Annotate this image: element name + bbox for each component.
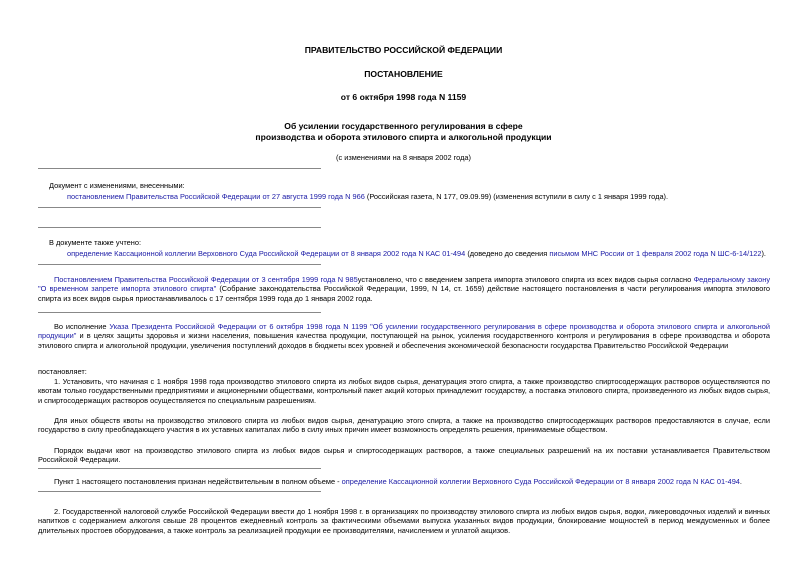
document-date: от 6 октября 1998 года N 1159 <box>340 92 467 102</box>
suspension-notice: Постановлением Правительства Российской Федерации от 3 сентября 1999 года N 985установлено, что с введением запрета импорта этилового спирта из всех видов сырья согласно Федеральному закону "О временном запрете импорта этилового спирта" (Собрание законодательства Российской Федерации, 1999, N 14, ст. 1659) действие настоящего постановления в части регулирования импорта этилового спирта из всех видов сырья приостанавливалось с 17 сентября 1999 года до 1 января 2002 года. <box>38 275 771 303</box>
court-ruling-link[interactable]: определение Кассационной коллегии Верховного Суда Российской Федерации от 8 января 2002 года N КАС 01-494 <box>67 249 466 258</box>
amendments-text: постановлением Правительства Российской Федерации от 27 августа 1999 года N 966 (Российская газета, N 177, 09.09.99) (изменения вступили в силу с 1 января 1999 года). <box>67 192 669 201</box>
divider <box>38 168 321 169</box>
divider <box>38 227 321 228</box>
item-1-paragraph-2: Для иных обществ квоты на производство этилового спирта из любых видов сырья, денатурацию этого спирта, а также на производство спиртосодержащих растворов предоставляются в случае, если государство в силу преобладающего участия в их уставных капиталах либо в силу иных причин имеет возможность определять решения, принимаемые обществом. <box>38 416 770 435</box>
invalid-note: Пункт 1 настоящего постановления признан недействительным в полном объеме - определение Кассационной коллегии Верховного Суда Российской Федерации от 8 января 2002 года N КАС 01-494. <box>54 477 742 486</box>
resolution-985-link[interactable]: Постановлением Правительства Российской Федерации от 3 сентября 1999 года N 985 <box>54 275 358 284</box>
decides-label: постановляет: <box>38 367 87 376</box>
divider <box>38 468 321 469</box>
item-1-paragraph-3: Порядок выдачи квот на производство этилового спирта из любых видов сырья и спиртосодержащих растворов, а также специальных разрешений на их поставки устанавливается Правительством Российской Федерации. <box>38 446 770 465</box>
document-title: Об усилении государственного регулирования в сфере производства и оборота этилового спирта и алкогольной продукции <box>255 121 552 142</box>
item-2: 2. Государственной налоговой службе Российской Федерации ввести до 1 ноября 1998 г. в организациях по производству этилового спирта из любых видов сырья, водки, ликероводочных изделий и винных напитков с содержанием алкоголя свыше 28 процентов ежедневный контроль за фактическими объемами выпуска указанных видов продукции, блокирование мощностей в период междусменных и более длительных простоев оборудования, а также контроль за реализацией продукции ее производителями, начислением и уплатой акцизов. <box>38 507 770 535</box>
considered-label: В документе также учтено: <box>49 238 142 247</box>
considered-text: определение Кассационной коллегии Верховного Суда Российской Федерации от 8 января 2002 года N КАС 01-494 (доведено до сведения письмом МНС России от 1 февраля 2002 года N ШС-6-14/122). <box>67 249 766 258</box>
amendment-link[interactable]: постановлением Правительства Российской Федерации от 27 августа 1999 года N 966 <box>67 192 365 201</box>
item-1: 1. Установить, что начиная с 1 ноября 1998 года производство этилового спирта из любых видов сырья, денатурация этого спирта, а также производство спиртосодержащих растворов осуществляются по квотам только государственными предприятиями и акционерными обществами, контрольный пакет акций которых принадлежит государству, а поставка этилового спирта, произведенного из любых видов сырья, и спиртосодержащих растворов осуществляется по специальным разрешениям. <box>38 377 770 405</box>
federal-law-link[interactable]: Федеральному закону "О временном запрете импорта этилового спирта" <box>38 275 771 294</box>
invalidation-ruling-link[interactable]: определение Кассационной коллегии Верховного Суда Российской Федерации от 8 января 2002 года N КАС 01-494 <box>341 477 740 486</box>
changes-note: (с изменениями на 8 января 2002 года) <box>336 153 471 162</box>
presidential-decree-link[interactable]: Указа Президента Российской Федерации от 6 октября 1998 года N 1199 "Об усилении государственного регулирования в сфере производства и оборота этилового спирта и алкогольной продукции" <box>38 322 770 341</box>
divider <box>38 491 321 492</box>
divider <box>38 312 321 313</box>
tax-letter-link[interactable]: письмом МНС России от 1 февраля 2002 года N ШС-6-14/122 <box>549 249 762 258</box>
amendments-label: Документ с изменениями, внесенными: <box>49 181 185 190</box>
government-name: ПРАВИТЕЛЬСТВО РОССИЙСКОЙ ФЕДЕРАЦИИ <box>304 45 503 55</box>
divider <box>38 207 321 208</box>
preamble: Во исполнение Указа Президента Российской Федерации от 6 октября 1998 года N 1199 "Об усилении государственного регулирования в сфере производства и оборота этилового спирта и алкогольной продукции" и в целях защиты здоровья и жизни населения, повышения качества продукции, поступающей на рынок, усиления государственного контроля и регулирования в сфере производства и оборота этилового спирта и алкогольной продукции, увеличения поступлений доходов в бюджеты всех уровней и обеспечения экономической безопасности государства Правительство Российской Федерации <box>38 322 770 350</box>
divider <box>38 264 321 265</box>
document-type: ПОСТАНОВЛЕНИЕ <box>364 69 443 79</box>
